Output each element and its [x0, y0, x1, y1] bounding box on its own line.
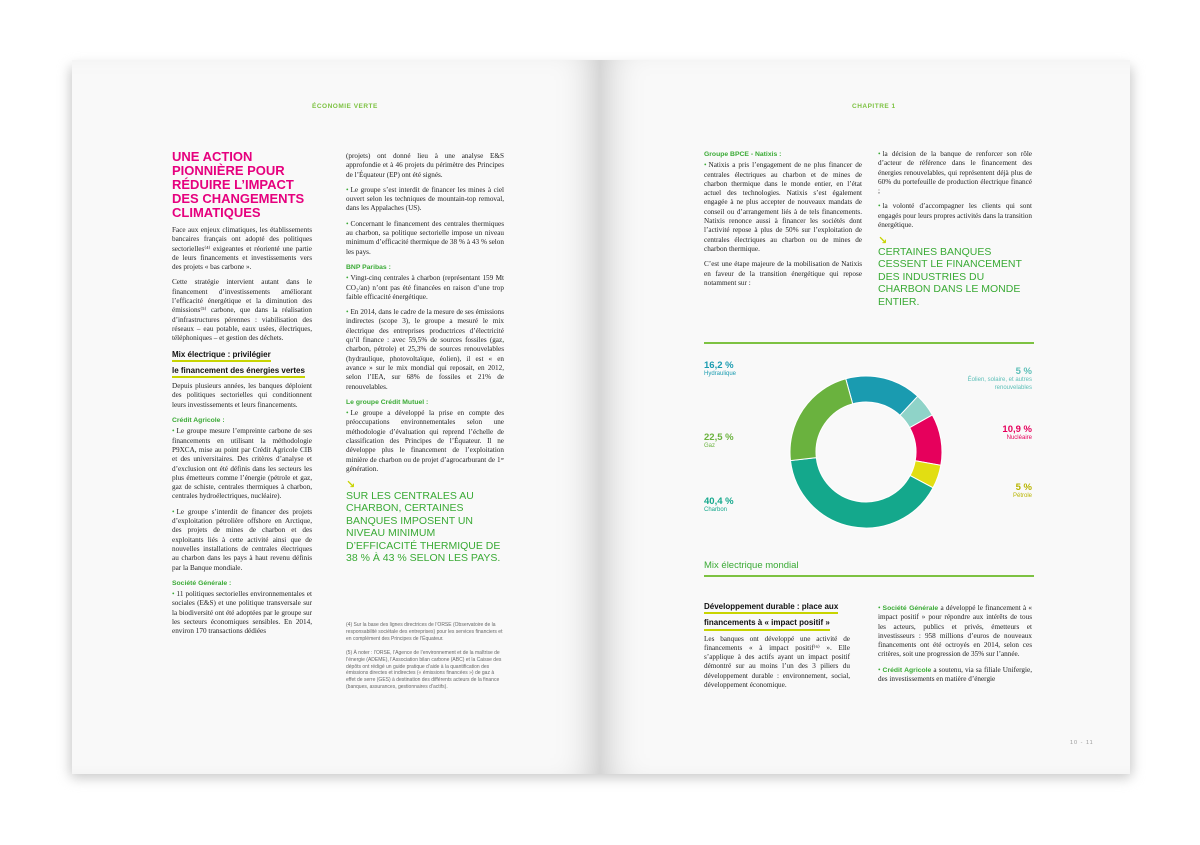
paragraph: • la volonté d’accompagner les clients qui sont engagés pour leurs propres activités dans la transition énergétique.: [878, 202, 1032, 230]
bullet-icon: •: [878, 202, 881, 211]
paragraph: • Le groupe mesure l’empreinte carbone de ses financements en utilisant la méthodologie P9XCA, mise au point par Crédit Agricole CIB et des universitaires. Des critères d’analyse et d’exclusion ont été définis dans les secteurs les plus émetteurs comme l’énergie (pétrole et gaz, gaz de schiste, centrales thermiques à charbon, centrales hydroélectriques, nucléaire).: [172, 427, 312, 501]
paragraph: • la décision de la banque de renforcer son rôle d’acteur de référence dans le financement des énergies renouvelables, qui représentent déjà plus de 60% du portefeuille de production électrique financé ;: [878, 150, 1032, 196]
paragraph: • Le groupe s’est interdit de financer les mines à ciel ouvert selon les techniques de mountain-top removal, dans les Appalaches (US).: [346, 185, 504, 213]
chart-label-renouvelables: [954, 366, 1032, 392]
paragraph: • Natixis a pris l’engagement de ne plus financer de centrales électriques au charbon et de mines de charbon thermique dans le monde entier, en l’état actuel des technologies. Natixis s’est également engagée à ne plus accepter de nouveaux mandats de conseil ou d’arrangement liés à de tels financements. Natixis renonce aussi à financer les sociétés dont l’activité repose à plus de 50% sur l’exploitation de centrales électriques au charbon ou de mines de charbon thermique.: [704, 161, 862, 253]
footnote-5: (5) À noter : l’ORSE, l’Agence de l’environnement et de la maîtrise de l’énergie (ADEME), l’Association bilan carbone (ABC) et la Caisse des dépôts ont rédigé un guide pratique d’aide à la quantification des émissions directes et indirectes (« émissions financées ») de gaz à effet de serre (GES) à destination des différents acteurs de la finance (banques, assurances, gestionnaires d’actifs).: [346, 650, 502, 690]
chart-legend-name: Gaz: [704, 443, 716, 449]
divider-top: [704, 342, 1034, 344]
bullet-icon: •: [878, 604, 881, 612]
paragraph: Face aux enjeux climatiques, les établissements bancaires français ont adopté des politiques sectorielles⁽⁴⁾ exigeantes et réorienté une partie de leurs financements et investissements vers des projets « bas carbone ».: [172, 226, 312, 272]
paragraph: • Concernant le financement des centrales thermiques au charbon, sa politique sectorielle impose un niveau minimum d’efficacité thermique de 38 % à 43 % selon les pays.: [346, 219, 504, 256]
paragraph: • En 2014, dans le cadre de la mesure de ses émissions indirectes (scope 3), le groupe a mesuré le mix électrique des entreprises productrices d’électricité qu’il finance : avec 59,5% de sources fossiles (gaz, charbon, pétrole) et 25,3% de sources renouvelables (hydraulique, photovoltaïque, éolien), il est « en avance » sur le mix mondial qui reposait, en 2012, selon l’IEA, sur 68% de fossiles et 21% de renouvelables.: [346, 308, 504, 391]
arrow-down-right-icon: ↘: [878, 234, 888, 248]
bullet-icon: •: [346, 308, 349, 317]
paragraph: C’est une étape majeure de la mobilisation de Natixis en faveur de la transition énergétique qui repose notamment sur :: [704, 260, 862, 287]
page-title: UNE ACTION PIONNIÈRE POUR RÉDUIRE L’IMPACT DES CHANGEMENTS CLIMATIQUES: [172, 149, 305, 220]
bullet-icon: •: [346, 409, 349, 418]
paragraph: Les banques ont développé une activité de financements « à impact positif⁽⁶⁾ ». Elle s’applique à des actifs ayant un impact positif démontré sur au moins l’un des 3 piliers du développement durable : environnement, social, développement économique.: [704, 634, 850, 690]
chart-label-charbon: [704, 496, 734, 513]
paragraph: Depuis plusieurs années, les banques déploient des politiques sectorielles qui conditionnent leurs investissements et leurs financements.: [172, 382, 312, 409]
chart-legend-name: Nucléaire: [1006, 435, 1032, 441]
arrow-down-right-icon: ↘: [346, 478, 356, 492]
chart-value: 22,5 %: [704, 432, 734, 443]
bullet-icon: •: [878, 150, 881, 158]
chart-legend-name: Hydraulique: [704, 371, 737, 377]
left-column-1: [172, 226, 312, 643]
chart-legend-name: Éolien, solaire, et autres renouvelables: [967, 377, 1032, 391]
divider-chart: [704, 575, 1034, 577]
bullet-icon: •: [346, 219, 349, 228]
bullet-icon: •: [172, 590, 175, 599]
paragraph: • Le groupe a développé la prise en compte des préoccupations environnementales selon une méthodologie d’évaluation qui reprend l’échelle de classification des Principes de l’Équateur. Il ne développe plus le financement de l’exploitation minière de charbon ou de projet d’agrocarburant de 1ʳᵉ génération.: [346, 409, 504, 473]
donut-slice-charbon: [790, 458, 933, 528]
bullet-icon: •: [172, 427, 175, 436]
section-heading-impact: Développement durable : place aux financements à « impact positif »: [704, 602, 850, 635]
chart-label-nucleaire: [982, 424, 1032, 441]
paragraph: • Vingt-cinq centrales à charbon (représentant 159 Mt CO₂/an) n’ont pas été financées en raison d’une trop faible efficacité énergétique.: [346, 274, 504, 301]
page-numbers: 10 - 11: [1070, 740, 1094, 746]
pull-quote-right: CERTAINES BANQUES CESSENT LE FINANCEMENT DES INDUSTRIES DU CHARBON DANS LE MONDE ENTIER.: [878, 245, 1022, 308]
chart-value: 16,2 %: [704, 360, 734, 371]
paragraph: Cette stratégie intervient autant dans le financement d’investissements améliorant l’efficacité énergétique et la diminution des émissions⁽⁵⁾ carbone, que dans la réalisation d’infrastructures pérennes : viabilisation des réseaux – eau potable, eaux usées, électriques, téléphoniques – et gestion des déchets.: [172, 278, 312, 343]
chart-value: 10,9 %: [1002, 424, 1032, 435]
donut-slice-gaz: [790, 379, 853, 461]
label-credit-mutuel: Le groupe Crédit Mutuel :: [346, 398, 429, 406]
label-bnp-paribas: BNP Paribas :: [346, 263, 391, 271]
chart-value: 5 %: [1015, 482, 1032, 493]
right-bottom-column-2: [878, 604, 1032, 690]
pull-quote-left: SUR LES CENTRALES AU CHARBON, CERTAINES BANQUES IMPOSENT UN NIVEAU MINIMUM D’EFFICACITÉ THERMIQUE DE 38 % À 43 % SELON LES PAYS.: [346, 489, 501, 564]
bullet-icon: •: [346, 185, 349, 194]
paragraph: (projets) ont donné lieu à une analyse E&S approfondie et à 46 projets du périmètre des Principes de l’Équateur (EP) ont été signés.: [346, 152, 504, 179]
right-bottom-column-1: [704, 602, 850, 696]
left-page: [72, 60, 600, 774]
chart-value: 5 %: [1015, 366, 1032, 377]
chart-label-hydraulique: [704, 360, 736, 377]
right-column-1: [704, 150, 862, 294]
left-column-2: [346, 152, 504, 565]
section-heading-mix: Mix électrique : privilégier le financement des énergies vertes: [172, 350, 312, 383]
label-bpce-natixis: Groupe BPCE - Natixis :: [704, 151, 782, 158]
running-head-right: CHAPITRE 1: [852, 103, 896, 110]
chart-value: 40,4 %: [704, 496, 734, 507]
running-head-left: ÉCONOMIE VERTE: [312, 103, 378, 110]
right-column-2: [878, 150, 1032, 308]
chart-legend-name: Charbon: [704, 507, 728, 513]
label-credit-agricole: Crédit Agricole :: [172, 417, 225, 425]
donut-chart: [786, 372, 946, 532]
chart-label-gaz: [704, 432, 734, 449]
footnote-4: (4) Sur la base des lignes directrices de l’ORSE (Observatoire de la responsabilité sociétale des entreprises) pour les services financiers et en complément des Principes de l’Équateur.: [346, 622, 503, 642]
paragraph: • 11 politiques sectorielles environnementales et sociales (E&S) et une politique transversale sur la biodiversité ont été adoptées par le groupe sur les secteurs économiques sensibles. En 2014, environ 170 transactions dédiées: [172, 590, 312, 636]
paragraph: • Société Générale a développé le financement à « impact positif » pour répondre aux intérêts de tous les acteurs, publics et privés, émetteurs et investisseurs : 958 millions d’euros de nouveaux financements ont été octroyés en 2014, selon ces critères, soit une progression de 35% sur l’année.: [878, 604, 1033, 659]
chart-label-petrole: [992, 482, 1032, 499]
chart-legend-name: Pétrole: [1012, 493, 1032, 499]
paragraph: • Le groupe s’interdit de financer des projets d’exploitation pétrolière offshore en Arctique, des projets de mines de charbon et des exploitants liés à cette activité ainsi que de nouvelles installations de centrales électriques au charbon dans les pays à haut revenu définis par la Banque mondiale.: [172, 507, 312, 572]
bullet-icon: •: [172, 507, 175, 516]
chart-title: Mix électrique mondial: [704, 560, 799, 571]
right-page: [600, 60, 1130, 774]
bullet-icon: •: [704, 161, 707, 170]
bullet-icon: •: [878, 665, 881, 674]
paragraph: • Crédit Agricole a soutenu, via sa filiale Unifergie, des investissements en matière d’énergie: [878, 665, 1033, 684]
bullet-icon: •: [346, 274, 349, 283]
label-societe-generale: Société Générale :: [172, 579, 232, 587]
